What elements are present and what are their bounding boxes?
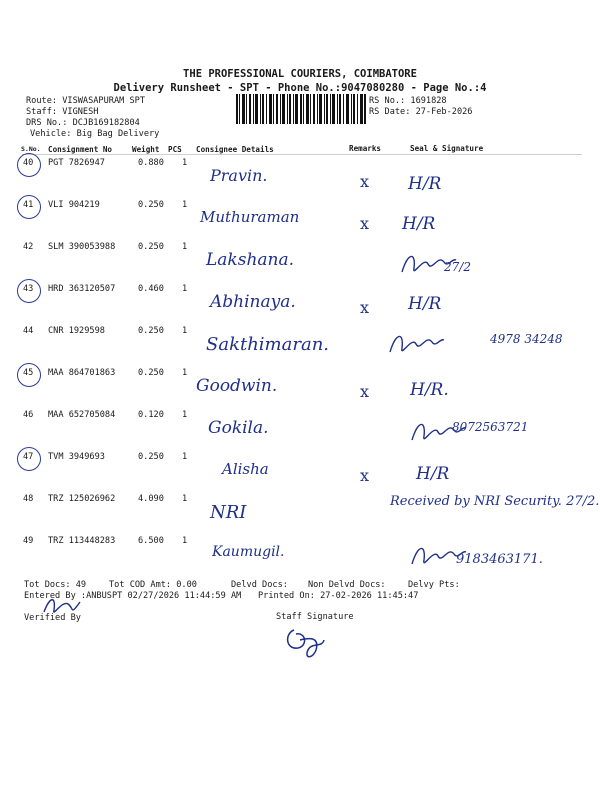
row-remark-mark: x: [360, 214, 370, 233]
row-pcs: 1: [182, 494, 188, 504]
row-weight: 0.250: [138, 452, 164, 462]
row-pcs: 1: [182, 200, 188, 210]
row-consignment: VLI 904219: [48, 200, 100, 210]
row-seal-handwriting: H/R.: [410, 380, 449, 400]
row-pcs: 1: [182, 368, 188, 378]
tot-docs: Tot Docs: 49: [24, 580, 87, 590]
row-signature-squiggle: [398, 248, 458, 278]
row-number-circle: [17, 153, 41, 177]
row-pcs: 1: [182, 536, 188, 546]
row-consignee-handwriting: Muthuraman: [200, 208, 300, 226]
row-pcs: 1: [182, 410, 188, 420]
row-pcs: 1: [182, 242, 188, 252]
header-divider: [22, 154, 582, 155]
row-consignee-handwriting: Lakshana.: [206, 250, 295, 270]
row-consignee-handwriting: Gokila.: [208, 418, 269, 438]
row-consignment: TRZ 125026962: [48, 494, 116, 504]
drs-label: DRS No.: DCJB169182804: [26, 118, 140, 128]
col-header-sno: S.No.: [21, 145, 41, 153]
staff-signature-mark: [282, 620, 328, 662]
row-consignee-handwriting: Pravin.: [210, 166, 268, 185]
row-remark-mark: x: [360, 466, 370, 485]
row-consignment: TRZ 113448283: [48, 536, 116, 546]
row-remark-mark: x: [360, 172, 370, 191]
row-sno: 46: [23, 410, 34, 420]
row-seal-handwriting: H/R: [416, 464, 450, 484]
row-seal-handwriting: Received by NRI Security. 27/2.: [390, 494, 600, 509]
row-seal-handwriting: H/R: [408, 174, 442, 194]
row-seal-handwriting: 9183463171.: [456, 552, 543, 567]
row-consignment: CNR 1929598: [48, 326, 105, 336]
row-weight: 0.250: [138, 326, 164, 336]
row-sno: 41: [23, 200, 34, 210]
rs-date: RS Date: 27-Feb-2026: [369, 107, 473, 117]
row-seal-handwriting: H/R: [402, 214, 436, 234]
row-consignment: PGT 7826947: [48, 158, 105, 168]
verified-by: Verified By: [24, 613, 81, 623]
row-pcs: 1: [182, 284, 188, 294]
non-delvd-docs: Non Delvd Docs:: [308, 580, 386, 590]
row-consignment: SLM 390053988: [48, 242, 116, 252]
row-consignment: MAA 652705084: [48, 410, 116, 420]
row-signature-squiggle: [408, 416, 468, 446]
row-number-circle: [17, 363, 41, 387]
row-sno: 44: [23, 326, 34, 336]
row-remark-mark: x: [360, 298, 370, 317]
staff-label: Staff: VIGNESH: [26, 107, 99, 117]
row-seal-handwriting: 4978 34248: [490, 332, 563, 346]
row-consignee-handwriting: NRI: [210, 502, 247, 523]
row-consignee-handwriting: Alisha: [222, 460, 269, 478]
row-number-circle: [17, 279, 41, 303]
row-weight: 0.250: [138, 200, 164, 210]
entered-by-signature: [40, 590, 90, 620]
row-pcs: 1: [182, 326, 188, 336]
row-weight: 0.460: [138, 284, 164, 294]
col-header-consignee: Consignee Details: [196, 145, 274, 154]
row-consignment: MAA 864701863: [48, 368, 116, 378]
row-remark-mark: x: [360, 382, 370, 401]
col-header-seal: Seal & Signature: [410, 144, 484, 153]
company-title: THE PROFESSIONAL COURIERS, COIMBATORE: [183, 68, 417, 80]
row-consignee-handwriting: Abhinaya.: [210, 292, 296, 312]
row-consignee-handwriting: Kaumugil.: [212, 544, 285, 560]
row-seal-handwriting: 27/2: [444, 260, 471, 274]
route-label: Route: VISWASAPURAM SPT: [26, 96, 145, 106]
delvd-docs: Delvd Docs:: [231, 580, 288, 590]
col-header-consignment: Consignment No: [48, 145, 113, 154]
row-signature-squiggle: [386, 328, 446, 358]
col-header-pcs: PCS: [168, 145, 182, 154]
row-sno: 47: [23, 452, 34, 462]
row-sno: 45: [23, 368, 34, 378]
row-weight: 0.250: [138, 242, 164, 252]
barcode: [236, 94, 366, 124]
tot-cod: Tot COD Amt: 0.00: [109, 580, 197, 590]
printed-on: Printed On: 27-02-2026 11:45:47: [258, 591, 419, 601]
row-weight: 4.090: [138, 494, 164, 504]
col-header-weight: Weight: [132, 145, 160, 154]
row-sno: 40: [23, 158, 34, 168]
row-seal-handwriting: H/R: [408, 294, 442, 314]
row-signature-squiggle: [408, 540, 468, 570]
row-pcs: 1: [182, 452, 188, 462]
vehicle-label: Vehicle: Big Bag Delivery: [30, 129, 160, 139]
row-seal-handwriting: 8072563721: [452, 420, 529, 434]
row-consignee-handwriting: Goodwin.: [196, 376, 278, 396]
row-number-circle: [17, 195, 41, 219]
entered-by: Entered By :ANBUSPT 02/27/2026 11:44:59 AM: [24, 591, 242, 601]
row-consignment: TVM 3949693: [48, 452, 105, 462]
row-consignee-handwriting: Sakthimaran.: [206, 334, 330, 355]
row-pcs: 1: [182, 158, 188, 168]
staff-signature-label: Staff Signature: [276, 612, 354, 622]
row-weight: 0.120: [138, 410, 164, 420]
row-sno: 49: [23, 536, 34, 546]
delvy-pts: Delvy Pts:: [408, 580, 460, 590]
row-sno: 43: [23, 284, 34, 294]
col-header-remarks: Remarks: [349, 144, 382, 153]
row-number-circle: [17, 447, 41, 471]
row-sno: 42: [23, 242, 34, 252]
runsheet-title: Delivery Runsheet - SPT - Phone No.:9047080280 - Page No.:4: [113, 82, 487, 94]
row-consignment: HRD 363120507: [48, 284, 116, 294]
row-weight: 0.250: [138, 368, 164, 378]
rs-number: RS No.: 1691828: [369, 96, 447, 106]
row-weight: 6.500: [138, 536, 164, 546]
row-sno: 48: [23, 494, 34, 504]
row-weight: 0.880: [138, 158, 164, 168]
